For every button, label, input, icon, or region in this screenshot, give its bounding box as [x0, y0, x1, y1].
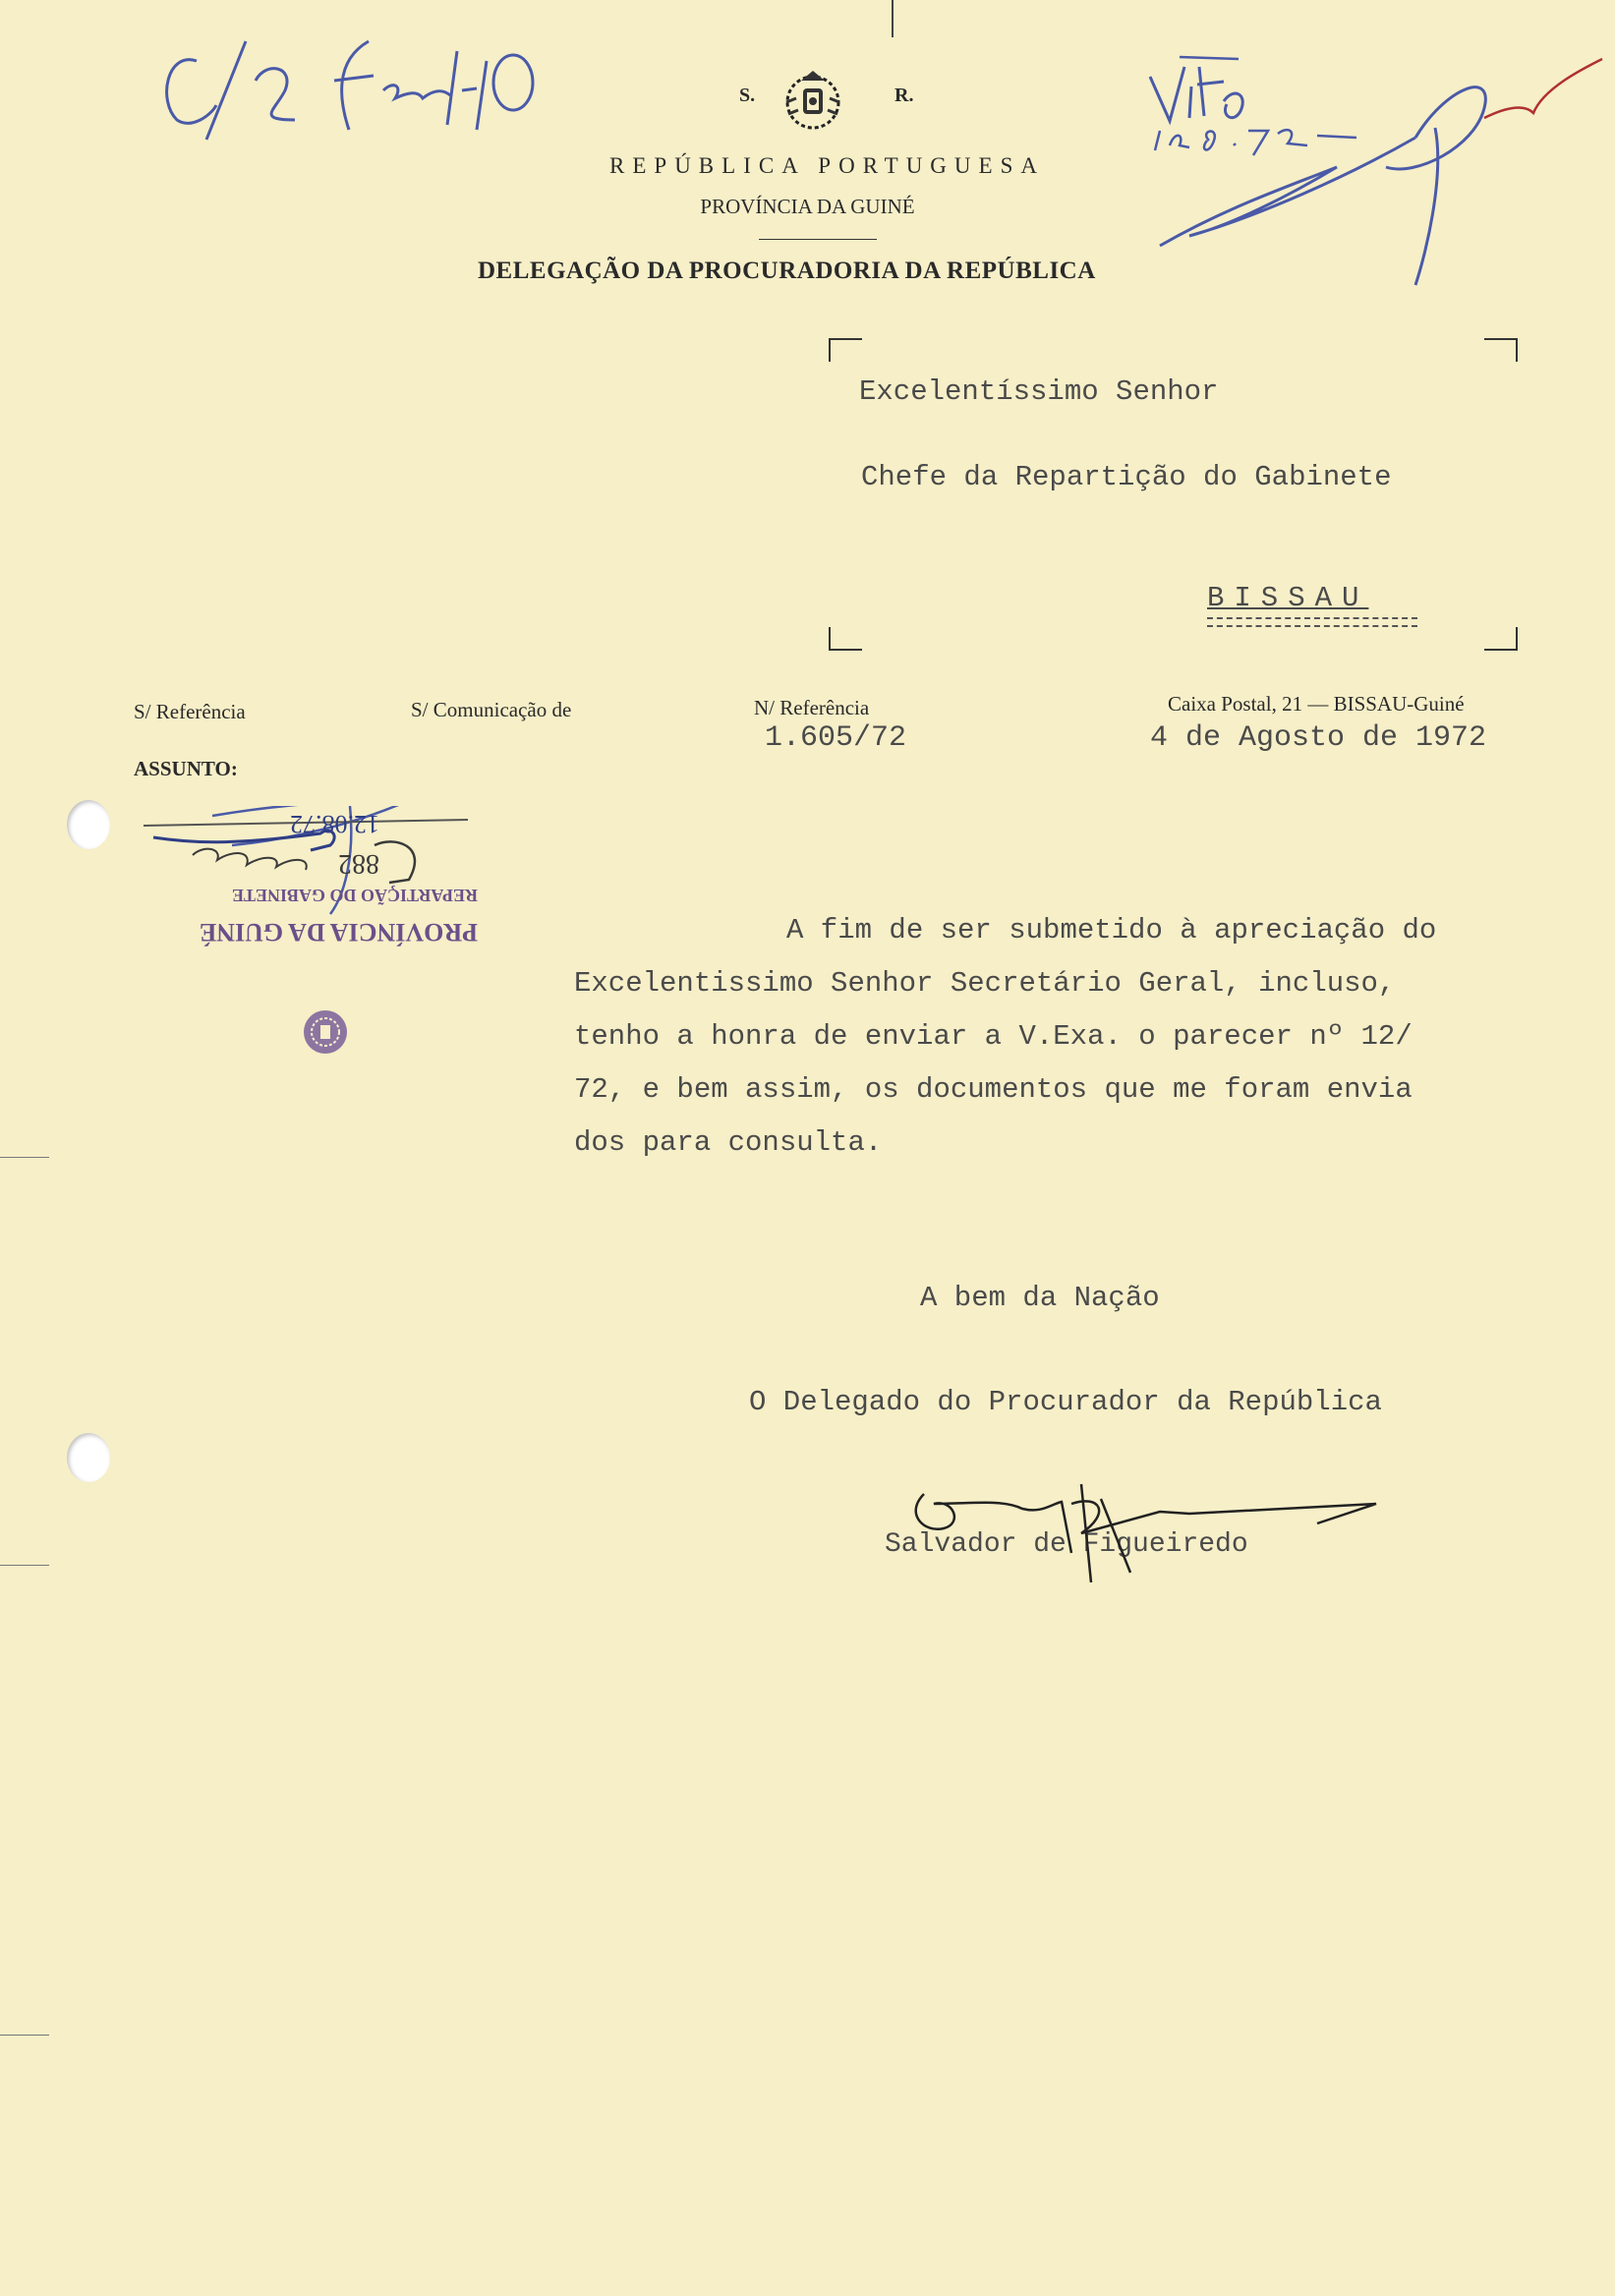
province-heading: PROVÍNCIA DA GUINÉ [700, 195, 915, 218]
addressee-city: BISSAU [1207, 582, 1369, 614]
address-bracket-top-left [829, 338, 862, 362]
address-bracket-bottom-left [829, 627, 862, 651]
assunto-label: ASSUNTO: [134, 757, 238, 780]
n-referencia-label: N/ Referência [754, 696, 870, 719]
stamp-line-office: REPARTIÇÃO DO GABINETE [231, 886, 478, 905]
heading-divider [759, 239, 877, 240]
stamp-entry-date: 12.08.72 [290, 810, 379, 838]
closing-salutation: A bem da Nação [920, 1282, 1160, 1314]
margin-tick [0, 1157, 49, 1158]
registry-stamp [134, 806, 527, 1081]
body-line-4: 72, e bem assim, os documentos que me foram envia [574, 1073, 1413, 1106]
city-double-underline [1207, 617, 1417, 627]
seal-letter-s: S. [739, 85, 756, 106]
addressee-office: Chefe da Repartição do Gabinete [861, 461, 1392, 493]
seal-letter-r: R. [894, 85, 914, 106]
fold-mark [892, 0, 894, 37]
body-line-5: dos para consulta. [574, 1126, 883, 1159]
handwritten-signature [865, 1474, 1396, 1592]
body-line-1: A fim de ser submetido à apreciação do [786, 914, 1437, 947]
body-line-3: tenho a honra de enviar a V.Exa. o parecer nº 12/ [574, 1020, 1413, 1053]
delegation-heading: DELEGAÇÃO DA PROCURADORIA DA REPÚBLICA [478, 258, 1096, 284]
address-bracket-top-right [1484, 338, 1518, 362]
s-comunicacao-label: S/ Comunicação de [411, 698, 572, 721]
coat-of-arms-icon [777, 63, 849, 136]
visto-handwriting [1130, 47, 1366, 165]
punch-hole-top [67, 800, 110, 849]
margin-tick [0, 2035, 49, 2036]
stamp-entry-number: 882 [338, 848, 379, 879]
republic-heading: REPÚBLICA PORTUGUESA [609, 153, 1045, 178]
signer-name: Salvador de Figueiredo [885, 1529, 1248, 1560]
caixa-postal: Caixa Postal, 21 — BISSAU-Guiné [1168, 692, 1465, 716]
address-bracket-bottom-right [1484, 627, 1518, 651]
handwritten-filing-note [138, 22, 708, 149]
addressee-salutation: Excelentíssimo Senhor [859, 375, 1219, 408]
signer-title: O Delegado do Procurador da República [749, 1386, 1382, 1418]
body-line-2: Excelentissimo Senhor Secretário Geral, incluso, [574, 967, 1396, 1000]
stamp-line-province: PROVÍNCIA DA GUINÉ [199, 918, 478, 947]
margin-tick [0, 1565, 49, 1566]
letter-date: 4 de Agosto de 1972 [1150, 721, 1487, 755]
n-referencia-value: 1.605/72 [765, 721, 907, 755]
punch-hole-bottom [67, 1433, 110, 1482]
s-referencia-label: S/ Referência [134, 700, 246, 723]
